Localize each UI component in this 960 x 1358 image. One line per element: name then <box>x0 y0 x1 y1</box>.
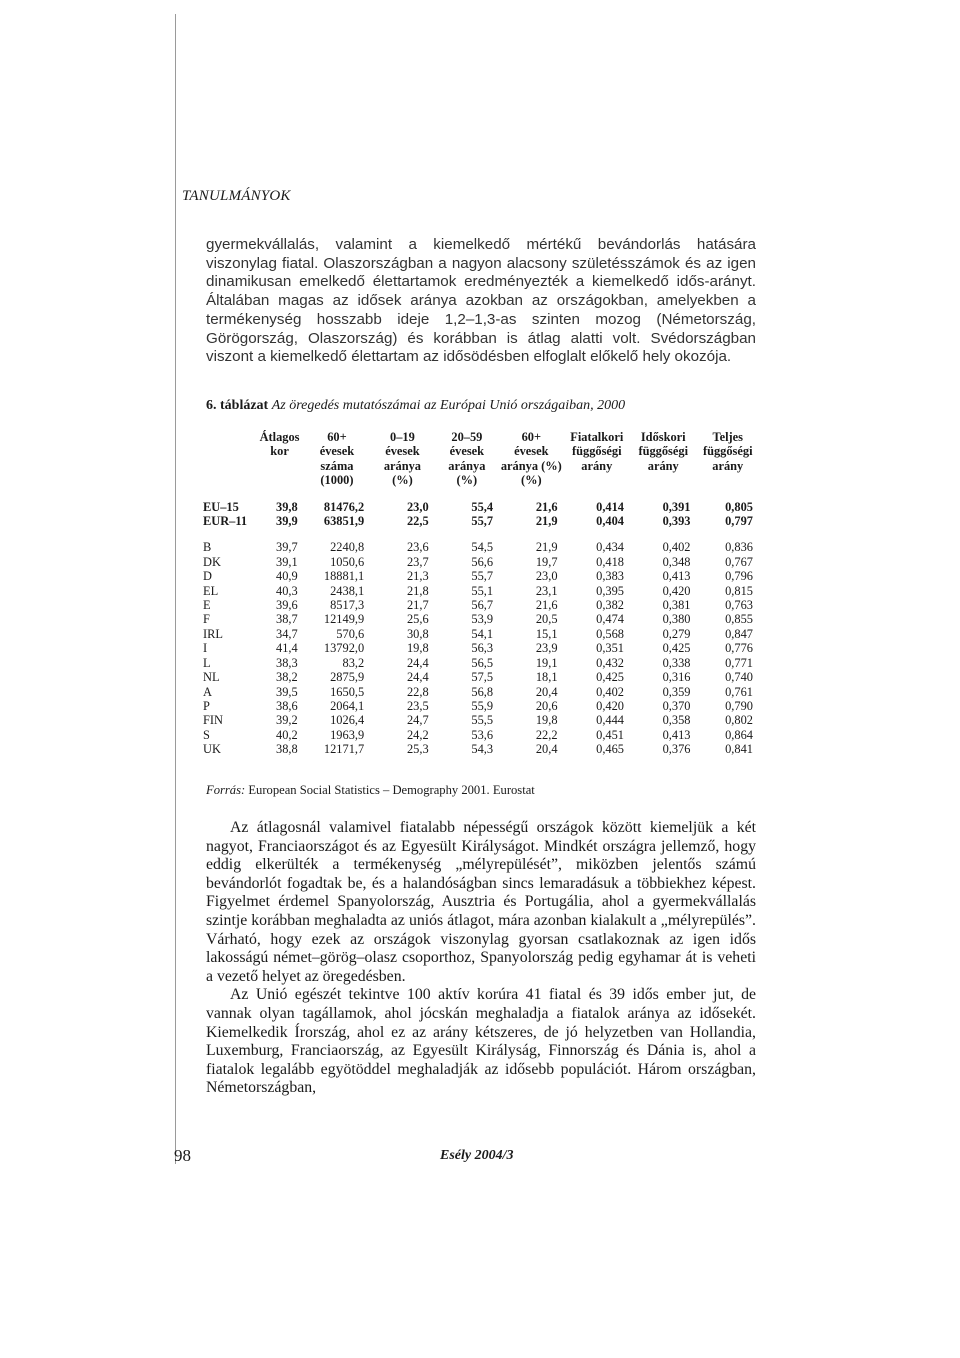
value-cell: 0,391 <box>662 499 691 514</box>
value-cell: 0,316 <box>662 670 691 685</box>
country-row <box>203 598 759 612</box>
header-cell: aránya <box>383 458 421 473</box>
value-cell: 21,9 <box>535 514 558 529</box>
intro-paragraph: gyermekvállalás, valamint a kiemelkedő mértékű bevándorlás hatására viszonylag fiatal. Olaszországban a nagyon alacsony születésszámok és az igen dinamikusan emelkedő élettartamok eredményezték a kiemelkedő idős-arányt. Általában magas az idősek aránya azokban az országokban, amelyekben a termékenység hosszabb ideje 1,2–1,3-as szinten mozog (Németország, Görögország, Olaszország) és korábban is átlag alatti volt. Svédországban viszont a kiemelkedő élettartam az idősödésben elfoglalt előkelő hely okozója. <box>206 236 756 366</box>
value-cell: 0,358 <box>662 713 691 728</box>
value-cell: 0,425 <box>596 670 625 685</box>
header-cell <box>564 473 630 487</box>
header-cell: arány <box>581 458 613 473</box>
value-cell: 0,338 <box>662 655 691 670</box>
country-row <box>203 670 759 684</box>
country-code-cell: D <box>203 569 212 584</box>
value-cell: 23,0 <box>535 569 558 584</box>
value-cell: 0,444 <box>596 713 625 728</box>
country-code-cell: EU–15 <box>203 499 239 514</box>
value-cell: 0,864 <box>725 727 753 742</box>
value-cell: 0,790 <box>725 698 753 713</box>
header-cell <box>203 459 255 473</box>
header-cell: aránya <box>448 458 486 473</box>
spacer-row <box>203 488 759 500</box>
value-cell: 24,2 <box>406 727 429 742</box>
value-cell: 0,414 <box>596 499 625 514</box>
value-cell: 21,7 <box>406 598 429 613</box>
value-cell: 0,836 <box>725 540 753 555</box>
country-row <box>203 728 759 742</box>
header-cell <box>203 430 255 444</box>
value-cell: 12171,7 <box>323 742 365 757</box>
value-cell: 0,767 <box>725 554 753 569</box>
country-code-cell: UK <box>203 742 221 757</box>
country-code-cell: DK <box>203 554 221 569</box>
header-cell: évesek <box>514 444 549 459</box>
country-code-cell: EUR–11 <box>203 514 248 529</box>
value-cell: 55,7 <box>471 514 494 529</box>
country-code-cell: S <box>203 727 210 742</box>
value-cell: 0,805 <box>725 499 753 514</box>
value-cell: 0,413 <box>662 569 691 584</box>
value-cell: 570,6 <box>336 626 365 641</box>
value-cell: 38,7 <box>276 612 298 627</box>
value-cell: 15,1 <box>535 626 558 641</box>
country-row <box>203 699 759 713</box>
value-cell: 2438,1 <box>330 583 365 598</box>
value-cell: 25,3 <box>406 742 429 757</box>
value-cell: 39,1 <box>276 554 298 569</box>
header-row <box>203 430 759 444</box>
header-cell <box>255 459 303 473</box>
country-code-cell: NL <box>203 670 220 685</box>
value-cell: 0,402 <box>596 684 625 699</box>
country-code-cell: P <box>203 698 210 713</box>
value-cell: 2064,1 <box>330 698 365 713</box>
header-cell: függőségi <box>702 444 753 459</box>
value-cell: 0,279 <box>662 626 691 641</box>
header-row <box>203 459 759 473</box>
value-cell: 63851,9 <box>323 514 365 529</box>
value-cell: 20,4 <box>535 742 558 757</box>
value-cell: 23,5 <box>406 698 429 713</box>
value-cell: 39,9 <box>276 514 298 529</box>
value-cell: 0,348 <box>662 554 691 569</box>
value-cell: 0,847 <box>725 626 753 641</box>
aggregate-row <box>203 500 759 514</box>
value-cell: 19,7 <box>535 554 558 569</box>
value-cell: 34,7 <box>276 626 298 641</box>
header-cell <box>203 473 255 487</box>
value-cell: 1650,5 <box>330 684 365 699</box>
value-cell: 41,4 <box>276 641 298 656</box>
country-row <box>203 656 759 670</box>
header-cell: (%) <box>520 473 542 488</box>
source-label: Forrás: <box>206 783 246 797</box>
value-cell: 0,841 <box>725 742 753 757</box>
value-cell: 56,6 <box>471 554 494 569</box>
value-cell: 23,9 <box>535 641 558 656</box>
country-code-cell: B <box>203 540 212 555</box>
value-cell: 0,568 <box>596 626 625 641</box>
value-cell: 20,5 <box>535 612 558 627</box>
header-cell: (%) <box>392 473 413 488</box>
value-cell: 21,6 <box>535 499 558 514</box>
value-cell: 1963,9 <box>330 727 365 742</box>
country-row <box>203 584 759 598</box>
value-cell: 0,451 <box>596 727 625 742</box>
value-cell: 8517,3 <box>330 598 365 613</box>
value-cell: 0,404 <box>596 514 625 529</box>
header-cell: aránya (%) <box>500 458 562 473</box>
header-cell <box>255 473 303 487</box>
header-cell: Átlagos <box>259 430 300 444</box>
body-paragraph: Az Unió egészét tekintve 100 aktív korúra 41 fiatal és 39 idős ember jut, de vannak olyan tagállamok, ahol jócskán meghaladja a fiatalok aránya az idősekét. Kiemelkedik Írország, ahol ez az arány kétszeres, de jó helyzetben van Hollandia, Luxemburg, Franciaország, az Egyesült Királyság, Finnország és Dánia is, ahol a fiatalok legalább egyötöddel meghaladják az idősebb populációt. Három országban, Németországban, <box>206 986 756 1097</box>
value-cell: 1050,6 <box>330 554 365 569</box>
value-cell: 0,855 <box>725 612 753 627</box>
value-cell: 40,3 <box>276 583 298 598</box>
header-cell: 60+ <box>521 430 542 444</box>
value-cell: 56,3 <box>471 641 494 656</box>
value-cell: 56,8 <box>471 684 494 699</box>
country-code-cell: I <box>203 641 208 656</box>
header-cell: függőségi <box>571 444 622 459</box>
value-cell: 24,4 <box>406 655 429 670</box>
country-row <box>203 713 759 727</box>
page-number: 98 <box>174 1146 191 1165</box>
value-cell: 0,380 <box>662 612 691 627</box>
header-cell: (1000) <box>320 473 354 488</box>
value-cell: 55,5 <box>471 713 494 728</box>
country-code-cell: L <box>203 655 211 670</box>
value-cell: 57,5 <box>471 670 494 685</box>
value-cell: 0,771 <box>725 655 753 670</box>
value-cell: 21,6 <box>535 598 558 613</box>
value-cell: 0,382 <box>596 598 625 613</box>
value-cell: 0,376 <box>662 742 691 757</box>
country-code-cell: A <box>203 684 212 699</box>
value-cell: 22,2 <box>535 727 558 742</box>
header-cell <box>696 473 759 487</box>
header-cell: évesek <box>385 444 420 459</box>
value-cell: 54,1 <box>471 626 494 641</box>
value-cell: 25,6 <box>406 612 429 627</box>
margin-rule <box>175 14 176 1164</box>
value-cell: 0,425 <box>662 641 691 656</box>
header-cell: 0–19 <box>390 430 415 444</box>
table-source <box>206 783 756 798</box>
table-caption <box>206 398 756 414</box>
header-cell: arány <box>647 458 679 473</box>
country-row <box>203 742 759 756</box>
value-cell: 18881,1 <box>323 569 365 584</box>
country-code-cell: EL <box>203 583 219 598</box>
running-head: TANULMÁNYOK <box>182 188 291 204</box>
value-cell: 40,9 <box>276 569 298 584</box>
value-cell: 56,7 <box>471 598 494 613</box>
value-cell: 0,740 <box>725 670 753 685</box>
header-row <box>203 444 759 458</box>
value-cell: 21,9 <box>535 540 558 555</box>
value-cell: 0,796 <box>725 569 753 584</box>
header-cell: Időskori <box>640 430 686 444</box>
value-cell: 39,7 <box>276 540 298 555</box>
body-paragraph: Az átlagosnál valamivel fiatalabb népességű országok között kiemeljük a két nagyot, Franciaországot és az Egyesült Királyságot. Mindkét országra jellemző, hogy eddig elkerülték a termékenység „mélyrepülését”, miközben jelentős számú bevándorlót fogadtak be, és a halandóságban sincs lemaradásuk a többiekhez képest. Figyelmet érdemel Spanyolország, Ausztria és Portugália, ahol a gyermekvállalás szintje korábban meghaladta az uniós átlagot, mára azonban kialakult a „mélyrepülés”. Várható, hogy ezek az országok viszonylag gyorsan csatlakoznak az igen idős lakosságú német–görög–olasz csoporthoz, Spanyolország pedig egyhamar át is veheti a vezető helyet az öregedésben. <box>206 819 756 985</box>
value-cell: 2875,9 <box>330 670 365 685</box>
value-cell: 20,4 <box>535 684 558 699</box>
value-cell: 83,2 <box>342 655 365 670</box>
value-cell: 0,802 <box>725 713 753 728</box>
table-header <box>203 430 759 488</box>
aging-indicators-table <box>203 430 759 757</box>
value-cell: 23,6 <box>406 540 429 555</box>
value-cell: 0,776 <box>725 641 753 656</box>
header-cell: arány <box>712 458 744 473</box>
value-cell: 0,420 <box>662 583 691 598</box>
aggregate-row <box>203 514 759 528</box>
value-cell: 0,359 <box>662 684 691 699</box>
country-row <box>203 612 759 626</box>
value-cell: 0,815 <box>725 583 753 598</box>
header-cell: 60+ <box>327 430 347 444</box>
spacer-row <box>203 528 759 540</box>
header-cell: függőségi <box>638 444 689 459</box>
header-cell <box>203 444 255 458</box>
value-cell: 39,6 <box>276 598 298 613</box>
value-cell: 55,1 <box>471 583 494 598</box>
value-cell: 39,8 <box>276 499 298 514</box>
value-cell: 23,7 <box>406 554 429 569</box>
header-cell: (%) <box>456 473 478 488</box>
value-cell: 55,4 <box>471 499 494 514</box>
value-cell: 0,763 <box>725 598 753 613</box>
header-cell: Fiatalkori <box>570 430 624 444</box>
country-row <box>203 540 759 554</box>
value-cell: 54,3 <box>471 742 494 757</box>
value-cell: 0,465 <box>596 742 625 757</box>
country-row <box>203 555 759 569</box>
country-code-cell: FIN <box>203 713 223 728</box>
value-cell: 39,2 <box>276 713 298 728</box>
value-cell: 13792,0 <box>323 641 365 656</box>
value-cell: 55,9 <box>471 698 494 713</box>
table-body <box>203 488 759 757</box>
value-cell: 55,7 <box>471 569 494 584</box>
value-cell: 40,2 <box>276 727 298 742</box>
journal-name: Esély 2004/3 <box>440 1148 514 1163</box>
source-text: European Social Statistics – Demography 2001. Eurostat <box>248 783 535 797</box>
value-cell: 0,383 <box>596 569 625 584</box>
value-cell: 0,393 <box>662 514 691 529</box>
country-code-cell: F <box>203 612 210 627</box>
country-row <box>203 569 759 583</box>
value-cell: 19,8 <box>406 641 429 656</box>
value-cell: 21,3 <box>406 569 429 584</box>
header-cell: 20–59 <box>451 430 483 444</box>
value-cell: 0,474 <box>596 612 625 627</box>
header-cell: száma <box>320 458 354 473</box>
value-cell: 24,4 <box>406 670 429 685</box>
value-cell: 39,5 <box>276 684 298 699</box>
value-cell: 0,432 <box>596 655 625 670</box>
value-cell: 0,370 <box>662 698 691 713</box>
value-cell: 2240,8 <box>330 540 365 555</box>
value-cell: 54,5 <box>471 540 494 555</box>
country-row <box>203 641 759 655</box>
header-cell: évesek <box>449 444 485 459</box>
table-number: 6. táblázat <box>206 398 269 413</box>
value-cell: 53,6 <box>471 727 494 742</box>
value-cell: 23,1 <box>535 583 558 598</box>
value-cell: 18,1 <box>535 670 558 685</box>
value-cell: 30,8 <box>406 626 429 641</box>
value-cell: 38,3 <box>276 655 298 670</box>
header-cell <box>630 473 696 487</box>
value-cell: 22,5 <box>406 514 429 529</box>
value-cell: 0,434 <box>596 540 625 555</box>
value-cell: 0,761 <box>725 684 753 699</box>
value-cell: 12149,9 <box>323 612 365 627</box>
value-cell: 0,351 <box>596 641 625 656</box>
value-cell: 0,395 <box>596 583 625 598</box>
value-cell: 20,6 <box>535 698 558 713</box>
value-cell: 21,8 <box>406 583 429 598</box>
value-cell: 0,381 <box>662 598 691 613</box>
header-cell: kor <box>270 444 289 459</box>
value-cell: 19,8 <box>535 713 558 728</box>
header-row <box>203 473 759 487</box>
value-cell: 53,9 <box>471 612 494 627</box>
value-cell: 56,5 <box>471 655 494 670</box>
country-code-cell: IRL <box>203 626 223 641</box>
body-text <box>206 819 756 1098</box>
value-cell: 24,7 <box>406 713 429 728</box>
value-cell: 0,420 <box>596 698 625 713</box>
table-title: Az öregedés mutatószámai az Európai Unió országaiban, 2000 <box>271 398 626 413</box>
header-cell: évesek <box>319 444 355 459</box>
value-cell: 23,0 <box>406 499 429 514</box>
value-cell: 38,8 <box>276 742 298 757</box>
country-row <box>203 627 759 641</box>
value-cell: 0,418 <box>596 554 625 569</box>
value-cell: 81476,2 <box>323 499 365 514</box>
header-cell: Teljes <box>712 430 743 444</box>
value-cell: 38,6 <box>276 698 298 713</box>
value-cell: 0,402 <box>662 540 691 555</box>
value-cell: 1026,4 <box>330 713 365 728</box>
value-cell: 19,1 <box>535 655 558 670</box>
value-cell: 0,413 <box>662 727 691 742</box>
value-cell: 0,797 <box>725 514 753 529</box>
value-cell: 22,8 <box>406 684 429 699</box>
country-code-cell: E <box>203 598 211 613</box>
value-cell: 38,2 <box>276 670 298 685</box>
country-row <box>203 685 759 699</box>
